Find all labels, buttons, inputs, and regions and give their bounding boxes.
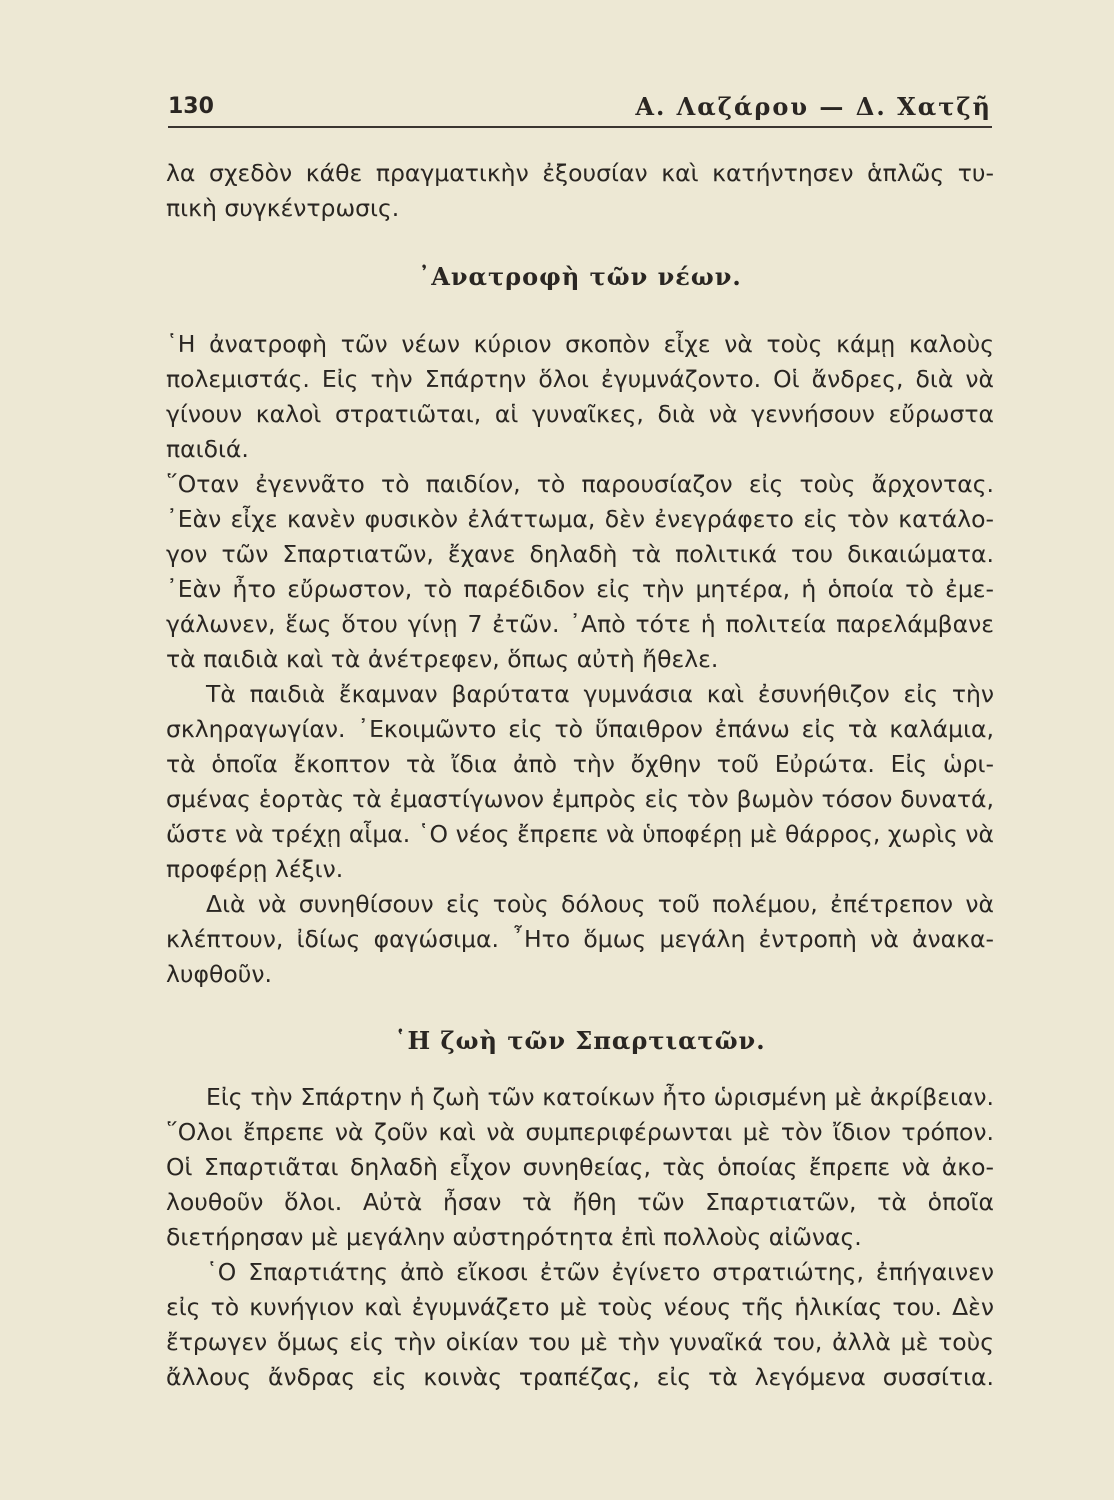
text-line: ῞Οταν ἐγεννᾶτο τὸ παιδίον, τὸ παρουσίαζον εἰς τοὺς ἄρχοντας. (166, 470, 994, 498)
page-header (168, 86, 992, 128)
text-line: λα σχεδὸν κάθε πραγματικὴν ἐξουσίαν καὶ κατήντησεν ἁπλῶς τυ- (166, 159, 994, 187)
text-line: προφέρῃ λέξιν. (166, 855, 344, 883)
text-line: τὰ ὁποῖα ἔκοπτον τὰ ἴδια ἀπὸ τὴν ὄχθην τοῦ Εὐρώτα. Εἰς ὡρι- (166, 750, 994, 778)
running-head: Α. Λαζάρου — Δ. Χατζῆ (635, 92, 992, 121)
text-line: ἄλλους ἄνδρας εἰς κοινὰς τραπέζας, εἰς τὰ λεγόμενα συσσίτια. (166, 1363, 994, 1391)
text-line: σκληραγωγίαν. ᾿Εκοιμῶντο εἰς τὸ ὕπαιθρον ἐπάνω εἰς τὰ καλάμια, (166, 715, 994, 743)
text-line: εἰς τὸ κυνήγιον καὶ ἐγυμνάζετο μὲ τοὺς νέους τῆς ἡλικίας του. Δὲν (166, 1293, 994, 1321)
text-line: σμένας ἑορτὰς τὰ ἐμαστίγωνον ἐμπρὸς εἰς τὸν βωμὸν τόσον δυνατά, (166, 785, 994, 813)
text-line: γάλωνεν, ἕως ὅτου γίνῃ 7 ἐτῶν. ᾿Απὸ τότε ἡ πολιτεία παρελάμβανε (166, 610, 994, 638)
text-line: γον τῶν Σπαρτιατῶν, ἔχανε δηλαδὴ τὰ πολιτικά του δικαιώματα. (166, 540, 994, 568)
text-line: λουθοῦν ὅλοι. Αὐτὰ ἦσαν τὰ ἤθη τῶν Σπαρτιατῶν, τὰ ὁποῖα (166, 1188, 994, 1216)
text-line: ῾Η ἀνατροφὴ τῶν νέων κύριον σκοπὸν εἶχε νὰ τοὺς κάμῃ καλοὺς (166, 330, 994, 358)
text-line: παιδιά. (166, 435, 249, 463)
text-line: Διὰ νὰ συνηθίσουν εἰς τοὺς δόλους τοῦ πολέμου, ἐπέτρεπον νὰ (206, 890, 994, 918)
text-line: πικὴ συγκέντρωσις. (166, 194, 400, 222)
text-line: τὰ παιδιὰ καὶ τὰ ἀνέτρεφεν, ὅπως αὐτὴ ἤθελε. (166, 645, 719, 673)
text-line: γίνουν καλοὶ στρατιῶται, αἱ γυναῖκες, διὰ νὰ γεννήσουν εὔρωστα (166, 400, 994, 428)
text-line: Οἱ Σπαρτιᾶται δηλαδὴ εἶχον συνηθείας, τὰς ὁποίας ἔπρεπε νὰ ἀκο- (166, 1153, 994, 1181)
text-line: ἔτρωγεν ὅμως εἰς τὴν οἰκίαν του μὲ τὴν γυναῖκά του, ἀλλὰ μὲ τοὺς (166, 1328, 994, 1356)
text-line: Τὰ παιδιὰ ἔκαμναν βαρύτατα γυμνάσια καὶ ἐσυνήθιζον εἰς τὴν (206, 680, 994, 708)
section-heading-spartan-life: ῾Η ζωὴ τῶν Σπαρτιατῶν. (394, 1026, 766, 1055)
text-line: ῞Ολοι ἔπρεπε νὰ ζοῦν καὶ νὰ συμπεριφέρωνται μὲ τὸν ἴδιον τρόπον. (166, 1118, 994, 1146)
text-line: ᾿Εὰν ἦτο εὔρωστον, τὸ παρέδιδον εἰς τὴν μητέρα, ἡ ὁποία τὸ ἐμε- (166, 575, 994, 603)
text-line: λυφθοῦν. (166, 960, 272, 988)
text-line: ὥστε νὰ τρέχῃ αἷμα. ῾Ο νέος ἔπρεπε νὰ ὑποφέρῃ μὲ θάρρος, χωρὶς νὰ (166, 820, 994, 848)
text-line: κλέπτουν, ἰδίως φαγώσιμα. ῏Ητο ὅμως μεγάλη ἐντροπὴ νὰ ἀνακα- (166, 925, 994, 953)
text-line: ᾿Εὰν εἶχε κανὲν φυσικὸν ἐλάττωμα, δὲν ἐνεγράφετο εἰς τὸν κατάλο- (166, 505, 994, 533)
page-number: 130 (168, 94, 214, 119)
text-line: ῾Ο Σπαρτιάτης ἀπὸ εἴκοσι ἐτῶν ἐγίνετο στρατιώτης, ἐπήγαινεν (206, 1258, 994, 1286)
text-line: πολεμιστάς. Εἰς τὴν Σπάρτην ὅλοι ἐγυμνάζοντο. Οἱ ἄνδρες, διὰ νὰ (166, 365, 994, 393)
text-line: διετήρησαν μὲ μεγάλην αὐστηρότητα ἐπὶ πολλοὺς αἰῶνας. (166, 1223, 862, 1251)
text-line: Εἰς τὴν Σπάρτην ἡ ζωὴ τῶν κατοίκων ἦτο ὡρισμένη μὲ ἀκρίβειαν. (206, 1083, 994, 1111)
section-heading-upbringing: ᾿Ανατροφὴ τῶν νέων. (418, 262, 742, 291)
